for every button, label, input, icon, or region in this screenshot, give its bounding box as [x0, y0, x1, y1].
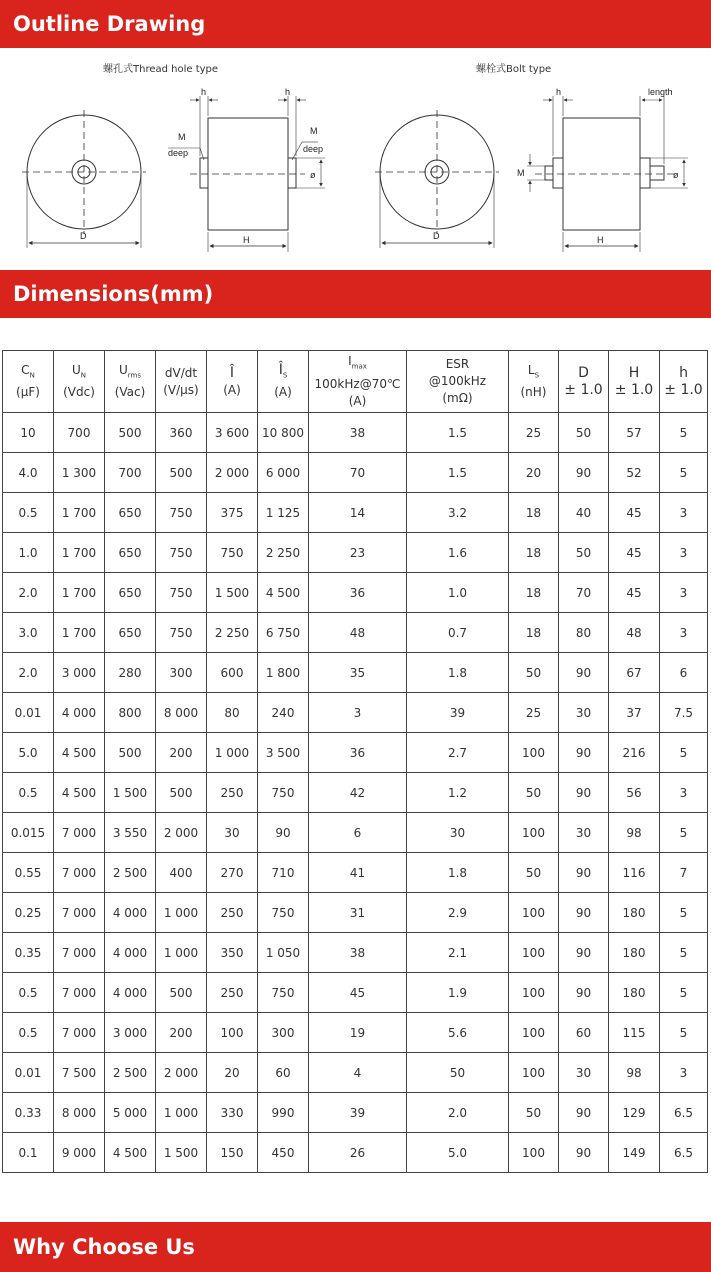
cell-cn: 0.5 [3, 973, 54, 1013]
cell-urms: 650 [105, 533, 156, 573]
cell-d: 50 [559, 413, 609, 453]
cell-cn: 0.5 [3, 493, 54, 533]
cell-dvdt: 300 [156, 653, 207, 693]
cell-hh: 45 [609, 493, 660, 533]
cell-ls: 18 [509, 493, 559, 533]
cell-d: 90 [559, 893, 609, 933]
cell-ihat: 2 000 [207, 453, 258, 493]
table-row [3, 733, 708, 773]
cell-urms: 500 [105, 733, 156, 773]
cell-imax: 19 [309, 1013, 407, 1053]
cell-h: 5 [660, 413, 708, 453]
cell-dvdt: 200 [156, 733, 207, 773]
cell-d: 50 [559, 533, 609, 573]
table-row [3, 693, 708, 733]
cell-is: 3 500 [258, 733, 309, 773]
cell-h: 3 [660, 613, 708, 653]
outline-drawing-figure [0, 48, 711, 270]
cell-ls: 50 [509, 853, 559, 893]
cell-dvdt: 500 [156, 773, 207, 813]
cell-ihat: 1 500 [207, 573, 258, 613]
cell-ls: 18 [509, 533, 559, 573]
cell-cn: 0.01 [3, 1053, 54, 1093]
table-row [3, 933, 708, 973]
cell-ls: 100 [509, 973, 559, 1013]
cell-hh: 67 [609, 653, 660, 693]
cell-hh: 56 [609, 773, 660, 813]
cell-dvdt: 1 000 [156, 933, 207, 973]
thread-type-caption: 螺孔式Thread hole type [103, 64, 219, 75]
header-imax: $I_{max}$ 100kHz@70℃ (A) [309, 351, 407, 413]
cell-imax: 4 [309, 1053, 407, 1093]
cell-ls: 25 [509, 693, 559, 733]
cell-dvdt: 500 [156, 973, 207, 1013]
outline-drawing-title: Outline Drawing [13, 12, 206, 36]
cell-un: 4 000 [54, 693, 105, 733]
cell-is: 1 125 [258, 493, 309, 533]
cell-esr: 2.1 [407, 933, 509, 973]
bolt-m-label: M [517, 168, 525, 178]
cell-esr: 1.5 [407, 413, 509, 453]
cell-cn: 0.55 [3, 853, 54, 893]
header-d: D ± 1.0 [559, 351, 609, 413]
table-row [3, 973, 708, 1013]
cell-un: 1 300 [54, 453, 105, 493]
table-row [3, 573, 708, 613]
cell-un: 1 700 [54, 493, 105, 533]
table-row [3, 533, 708, 573]
cell-un: 1 700 [54, 613, 105, 653]
outline-drawing-banner [0, 0, 711, 48]
cell-ihat: 750 [207, 533, 258, 573]
cell-is: 710 [258, 853, 309, 893]
cell-imax: 45 [309, 973, 407, 1013]
cell-un: 7 000 [54, 853, 105, 893]
cell-dvdt: 360 [156, 413, 207, 453]
table-row [3, 813, 708, 853]
cell-ls: 18 [509, 613, 559, 653]
cell-urms: 500 [105, 413, 156, 453]
cell-hh: 180 [609, 973, 660, 1013]
dimensions-banner [0, 270, 711, 318]
cell-d: 40 [559, 493, 609, 533]
header-urms: $U_{rms}$ (Vac) [105, 351, 156, 413]
cell-imax: 23 [309, 533, 407, 573]
bolt-length-label: length [648, 87, 673, 97]
cell-hh: 45 [609, 573, 660, 613]
cell-imax: 39 [309, 1093, 407, 1133]
cell-h: 6 [660, 653, 708, 693]
cell-imax: 6 [309, 813, 407, 853]
cell-imax: 41 [309, 853, 407, 893]
cell-urms: 2 500 [105, 1053, 156, 1093]
cell-dvdt: 1 500 [156, 1133, 207, 1173]
cell-cn: 4.0 [3, 453, 54, 493]
cell-cn: 0.5 [3, 1013, 54, 1053]
cell-is: 750 [258, 773, 309, 813]
cell-un: 7 000 [54, 933, 105, 973]
cell-esr: 1.0 [407, 573, 509, 613]
cell-h: 5 [660, 813, 708, 853]
header-esr: ESR @100kHz (mΩ) [407, 351, 509, 413]
cell-h: 3 [660, 573, 708, 613]
cell-hh: 116 [609, 853, 660, 893]
cell-ls: 20 [509, 453, 559, 493]
cell-urms: 650 [105, 573, 156, 613]
cell-esr: 30 [407, 813, 509, 853]
cell-cn: 10 [3, 413, 54, 453]
cell-dvdt: 200 [156, 1013, 207, 1053]
cell-ihat: 250 [207, 973, 258, 1013]
cell-h: 6.5 [660, 1133, 708, 1173]
cell-d: 80 [559, 613, 609, 653]
cell-ls: 100 [509, 893, 559, 933]
cell-d: 70 [559, 573, 609, 613]
cell-ihat: 375 [207, 493, 258, 533]
cell-is: 750 [258, 893, 309, 933]
cell-urms: 3 000 [105, 1013, 156, 1053]
cell-imax: 14 [309, 493, 407, 533]
cell-cn: 0.5 [3, 773, 54, 813]
table-row [3, 493, 708, 533]
cell-is: 90 [258, 813, 309, 853]
cell-urms: 650 [105, 493, 156, 533]
cell-h: 3 [660, 1053, 708, 1093]
cell-ihat: 150 [207, 1133, 258, 1173]
cell-is: 60 [258, 1053, 309, 1093]
cell-h: 5 [660, 893, 708, 933]
cell-dvdt: 2 000 [156, 1053, 207, 1093]
table-row [3, 1053, 708, 1093]
cell-un: 9 000 [54, 1133, 105, 1173]
cell-h: 3 [660, 773, 708, 813]
cell-is: 240 [258, 693, 309, 733]
cell-h: 3 [660, 533, 708, 573]
cell-d: 90 [559, 1093, 609, 1133]
cell-hh: 48 [609, 613, 660, 653]
cell-d: 90 [559, 653, 609, 693]
cell-hh: 149 [609, 1133, 660, 1173]
cell-hh: 98 [609, 813, 660, 853]
cell-esr: 2.0 [407, 1093, 509, 1133]
cell-is: 6 750 [258, 613, 309, 653]
cell-d: 60 [559, 1013, 609, 1053]
cell-cn: 5.0 [3, 733, 54, 773]
cell-imax: 3 [309, 693, 407, 733]
cell-ls: 50 [509, 773, 559, 813]
cell-dvdt: 400 [156, 853, 207, 893]
cell-cn: 1.0 [3, 533, 54, 573]
table-header-row [3, 351, 708, 413]
cell-hh: 216 [609, 733, 660, 773]
bolt-d-label: D [433, 231, 440, 241]
cell-d: 90 [559, 933, 609, 973]
cell-d: 30 [559, 1053, 609, 1093]
cell-urms: 4 000 [105, 973, 156, 1013]
cell-ihat: 3 600 [207, 413, 258, 453]
cell-d: 30 [559, 813, 609, 853]
dimensions-table-wrap [2, 350, 707, 1173]
cell-un: 8 000 [54, 1093, 105, 1133]
cell-ihat: 1 000 [207, 733, 258, 773]
cell-dvdt: 750 [156, 613, 207, 653]
cell-cn: 0.1 [3, 1133, 54, 1173]
cell-is: 1 800 [258, 653, 309, 693]
outline-drawing-svg [0, 48, 711, 270]
cell-urms: 3 550 [105, 813, 156, 853]
cell-is: 300 [258, 1013, 309, 1053]
cell-dvdt: 8 000 [156, 693, 207, 733]
cell-esr: 2.9 [407, 893, 509, 933]
table-row [3, 893, 708, 933]
cell-un: 7 500 [54, 1053, 105, 1093]
cell-d: 90 [559, 733, 609, 773]
cell-ls: 18 [509, 573, 559, 613]
cell-h: 5 [660, 933, 708, 973]
cell-un: 7 000 [54, 1013, 105, 1053]
why-choose-us-banner [0, 1222, 711, 1272]
cell-hh: 57 [609, 413, 660, 453]
thread-m-right-label: M [310, 126, 318, 136]
cell-hh: 37 [609, 693, 660, 733]
table-row [3, 653, 708, 693]
cell-dvdt: 1 000 [156, 893, 207, 933]
thread-h-right-label: h [285, 87, 291, 97]
cell-h: 5 [660, 453, 708, 493]
cell-cn: 0.25 [3, 893, 54, 933]
cell-ihat: 2 250 [207, 613, 258, 653]
cell-un: 7 000 [54, 813, 105, 853]
cell-imax: 38 [309, 933, 407, 973]
cell-ihat: 250 [207, 773, 258, 813]
cell-ihat: 350 [207, 933, 258, 973]
cell-d: 90 [559, 1133, 609, 1173]
cell-ihat: 270 [207, 853, 258, 893]
table-row [3, 413, 708, 453]
cell-imax: 26 [309, 1133, 407, 1173]
cell-un: 3 000 [54, 653, 105, 693]
table-row [3, 1013, 708, 1053]
cell-is: 6 000 [258, 453, 309, 493]
cell-dvdt: 750 [156, 573, 207, 613]
cell-ihat: 30 [207, 813, 258, 853]
cell-h: 7.5 [660, 693, 708, 733]
cell-esr: 5.6 [407, 1013, 509, 1053]
cell-imax: 42 [309, 773, 407, 813]
cell-d: 90 [559, 853, 609, 893]
cell-urms: 5 000 [105, 1093, 156, 1133]
cell-imax: 36 [309, 733, 407, 773]
cell-is: 10 800 [258, 413, 309, 453]
cell-ls: 100 [509, 1013, 559, 1053]
dimensions-title: Dimensions(mm) [13, 282, 214, 306]
header-ls: $L_S$ (nH) [509, 351, 559, 413]
thread-h-label: H [243, 235, 250, 245]
cell-cn: 3.0 [3, 613, 54, 653]
cell-esr: 2.7 [407, 733, 509, 773]
table-row [3, 853, 708, 893]
cell-esr: 39 [407, 693, 509, 733]
thread-front-view [22, 110, 146, 248]
cell-is: 750 [258, 973, 309, 1013]
cell-is: 2 250 [258, 533, 309, 573]
cell-imax: 36 [309, 573, 407, 613]
bolt-front-view [375, 110, 499, 248]
cell-d: 90 [559, 773, 609, 813]
cell-un: 4 500 [54, 733, 105, 773]
cell-dvdt: 2 000 [156, 813, 207, 853]
cell-imax: 70 [309, 453, 407, 493]
cell-h: 6.5 [660, 1093, 708, 1133]
thread-deep-left-label: deep [168, 148, 189, 158]
thread-deep-right-label: deep [303, 144, 324, 154]
cell-urms: 800 [105, 693, 156, 733]
cell-un: 1 700 [54, 533, 105, 573]
cell-ihat: 250 [207, 893, 258, 933]
header-dvdt: dV/dt (V/μs) [156, 351, 207, 413]
thread-phi-label: ø [310, 170, 316, 180]
cell-cn: 0.015 [3, 813, 54, 853]
cell-ihat: 330 [207, 1093, 258, 1133]
cell-hh: 180 [609, 893, 660, 933]
cell-ls: 50 [509, 1093, 559, 1133]
cell-urms: 4 000 [105, 933, 156, 973]
header-hh: H ± 1.0 [609, 351, 660, 413]
cell-esr: 1.2 [407, 773, 509, 813]
cell-hh: 52 [609, 453, 660, 493]
cell-ihat: 600 [207, 653, 258, 693]
bolt-h-dim-label: H [597, 235, 604, 245]
cell-cn: 0.33 [3, 1093, 54, 1133]
cell-esr: 50 [407, 1053, 509, 1093]
cell-urms: 650 [105, 613, 156, 653]
bolt-h-label: h [556, 87, 562, 97]
cell-d: 30 [559, 693, 609, 733]
cell-d: 90 [559, 453, 609, 493]
bolt-type-caption: 螺栓式Bolt type [476, 64, 552, 75]
cell-hh: 45 [609, 533, 660, 573]
cell-un: 700 [54, 413, 105, 453]
header-h: h ± 1.0 [660, 351, 708, 413]
cell-ihat: 100 [207, 1013, 258, 1053]
cell-dvdt: 750 [156, 533, 207, 573]
cell-hh: 98 [609, 1053, 660, 1093]
thread-side-view [168, 96, 325, 252]
cell-d: 90 [559, 973, 609, 1013]
cell-dvdt: 750 [156, 493, 207, 533]
cell-imax: 48 [309, 613, 407, 653]
cell-hh: 180 [609, 933, 660, 973]
header-cn: $C_N$ (μF) [3, 351, 54, 413]
header-un: $U_N$ (Vdc) [54, 351, 105, 413]
thread-h-left-label: h [201, 87, 207, 97]
table-row [3, 773, 708, 813]
cell-urms: 2 500 [105, 853, 156, 893]
cell-is: 4 500 [258, 573, 309, 613]
cell-ls: 100 [509, 933, 559, 973]
cell-ls: 25 [509, 413, 559, 453]
table-row [3, 1133, 708, 1173]
cell-ls: 100 [509, 1053, 559, 1093]
cell-urms: 4 500 [105, 1133, 156, 1173]
cell-imax: 31 [309, 893, 407, 933]
cell-urms: 280 [105, 653, 156, 693]
cell-cn: 2.0 [3, 653, 54, 693]
cell-h: 7 [660, 853, 708, 893]
cell-esr: 1.6 [407, 533, 509, 573]
cell-h: 3 [660, 493, 708, 533]
cell-h: 5 [660, 973, 708, 1013]
cell-un: 7 000 [54, 893, 105, 933]
cell-cn: 0.01 [3, 693, 54, 733]
cell-urms: 4 000 [105, 893, 156, 933]
cell-cn: 0.35 [3, 933, 54, 973]
cell-is: 990 [258, 1093, 309, 1133]
table-row [3, 1093, 708, 1133]
cell-un: 4 500 [54, 773, 105, 813]
cell-cn: 2.0 [3, 573, 54, 613]
cell-hh: 115 [609, 1013, 660, 1053]
thread-d-label: D [80, 231, 87, 241]
cell-esr: 1.9 [407, 973, 509, 1013]
table-row [3, 613, 708, 653]
cell-imax: 35 [309, 653, 407, 693]
cell-esr: 3.2 [407, 493, 509, 533]
cell-un: 7 000 [54, 973, 105, 1013]
dimensions-table [2, 350, 708, 1173]
cell-is: 450 [258, 1133, 309, 1173]
cell-ihat: 80 [207, 693, 258, 733]
header-is: $Î_S$ (A) [258, 351, 309, 413]
header-ihat: Î (A) [207, 351, 258, 413]
cell-h: 5 [660, 733, 708, 773]
cell-ihat: 20 [207, 1053, 258, 1093]
cell-imax: 38 [309, 413, 407, 453]
cell-esr: 1.8 [407, 653, 509, 693]
cell-is: 1 050 [258, 933, 309, 973]
cell-ls: 100 [509, 1133, 559, 1173]
cell-esr: 0.7 [407, 613, 509, 653]
thread-m-left-label: M [178, 132, 186, 142]
table-body [3, 413, 708, 1173]
cell-esr: 1.5 [407, 453, 509, 493]
cell-urms: 1 500 [105, 773, 156, 813]
cell-h: 5 [660, 1013, 708, 1053]
bolt-phi-label: ø [673, 170, 679, 180]
why-choose-us-title: Why Choose Us [13, 1235, 195, 1259]
bolt-side-view [527, 96, 688, 252]
cell-esr: 5.0 [407, 1133, 509, 1173]
cell-ls: 100 [509, 733, 559, 773]
cell-esr: 1.8 [407, 853, 509, 893]
cell-dvdt: 1 000 [156, 1093, 207, 1133]
cell-urms: 700 [105, 453, 156, 493]
cell-ls: 100 [509, 813, 559, 853]
table-row [3, 453, 708, 493]
cell-ls: 50 [509, 653, 559, 693]
cell-dvdt: 500 [156, 453, 207, 493]
cell-un: 1 700 [54, 573, 105, 613]
cell-hh: 129 [609, 1093, 660, 1133]
